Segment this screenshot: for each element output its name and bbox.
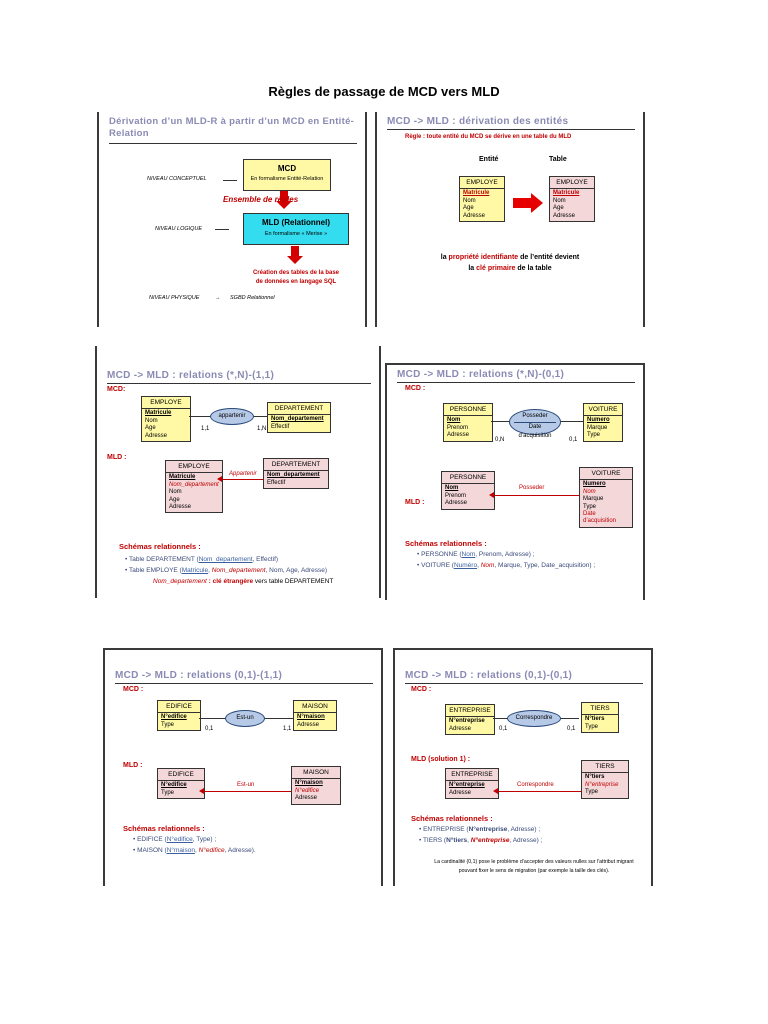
regle: Règle : toute entité du MCD se dérive en une table du MLD	[405, 134, 572, 140]
relation-correspondre: Correspondre	[507, 710, 561, 727]
slide-relations-01-01	[393, 648, 653, 886]
table-entreprise: ENTREPRISE N°entreprise Adresse	[445, 768, 499, 799]
schemas-list: • PERSONNE (Nom, Prenom, Adresse) ; • VOITURE (Numéro, Nom, Marque, Type, Date_acquisition) ;	[417, 551, 596, 569]
creation-tables: Création des tables de la base de données en langage SQL	[252, 270, 340, 285]
schemas-title: Schémas relationnels :	[405, 539, 487, 548]
down-arrow-icon-head	[287, 256, 303, 264]
slide-relations-n-11	[95, 346, 381, 598]
arrow-label: Est-un	[237, 782, 255, 788]
cardinality: 1,N	[257, 426, 267, 432]
right-arrow-icon	[513, 198, 531, 208]
relation-est-un: Est-un	[225, 710, 265, 727]
foreign-key-arrow	[203, 791, 291, 792]
arrow-label: Appartenir	[229, 471, 257, 477]
mld-box: MLD (Relationnel) En formalisme « Merise »	[243, 213, 349, 245]
entity-tiers: TIERS N°tiers Type	[581, 702, 619, 733]
entity-personne: PERSONNE Nom Prenom Adresse	[443, 403, 493, 442]
mcd-label: MCD:	[107, 386, 126, 393]
title-underline	[387, 129, 635, 130]
table-personne: PERSONNE Nom Prenom Adresse	[441, 471, 495, 510]
table-edifice: EDIFICE N°edifice Type	[157, 768, 205, 799]
mld-label: MLD :	[123, 762, 143, 769]
niveau-conceptuel: NIVEAU CONCEPTUEL	[147, 176, 207, 182]
foreign-key-arrow	[221, 479, 263, 480]
mcd-box: MCD En formalisme Entité-Relation	[243, 159, 331, 191]
cardinality: 0,1	[205, 726, 214, 732]
entity-voiture: VOITURE Numero Marque Type	[583, 403, 623, 442]
right-arrow-icon-head	[531, 193, 543, 213]
mld-label: MLD :	[107, 454, 127, 461]
slide-title: MCD -> MLD : dérivation des entités	[387, 116, 569, 127]
entity-employe: EMPLOYE Matricule Nom Age Adresse	[141, 396, 191, 442]
slide-derivation-entites	[375, 112, 645, 327]
schemas-title: Schémas relationnels :	[123, 824, 205, 833]
title-underline	[397, 382, 635, 383]
mld-label: MLD :	[405, 499, 425, 506]
note: La cardinalité (0,1) pose le problème d’accepter des valeurs nulles sur l’attribut migrant pouvant fixer le sens de migration (par exemple la taille des clés).	[434, 859, 634, 874]
entity-entreprise: ENTREPRISE N°entreprise Adresse	[445, 704, 495, 735]
cardinality: 0,1	[569, 437, 578, 443]
title-underline	[405, 683, 643, 684]
cardinality: 1,1	[201, 426, 210, 432]
entity-departement: DEPARTEMENT Nom_departement Effectif	[267, 402, 331, 433]
entity-edifice: EDIFICE N°edifice Type	[157, 700, 201, 731]
title-underline	[115, 683, 373, 684]
mcd-label: MCD :	[123, 686, 144, 693]
table-voiture: VOITURE Numero Nom Marque Type Date d’acquisition	[579, 467, 633, 528]
table-employe: EMPLOYE Matricule Nom Age Adresse	[549, 176, 595, 222]
schemas-title: Schémas relationnels :	[119, 542, 201, 551]
table-tiers: TIERS N°tiers N°entreprise Type	[581, 760, 629, 799]
arrow-label: Correspondre	[517, 782, 554, 788]
entity-maison: MAISON N°maison Adresse	[293, 700, 337, 731]
entity-employe: EMPLOYE Matricule Nom Age Adresse	[459, 176, 505, 222]
slide-title: MCD -> MLD : relations (*,N)-(0,1)	[397, 369, 565, 380]
table-departement: DEPARTEMENT Nom_departement Effectif	[263, 458, 329, 489]
cardinality: 0,1	[499, 726, 508, 732]
dash	[215, 229, 229, 230]
cardinality: 1,1	[283, 726, 292, 732]
slide-title: MCD -> MLD : relations (0,1)-(0,1)	[405, 670, 573, 681]
niveau-logique: NIVEAU LOGIQUE	[155, 226, 203, 232]
title-underline	[109, 143, 357, 144]
right-arrow-icon: →	[214, 295, 221, 301]
down-arrow-icon	[291, 246, 299, 256]
slide-title: MCD -> MLD : relations (0,1)-(1,1)	[115, 670, 283, 681]
foreign-key-arrow	[493, 495, 579, 496]
table-label: Table	[549, 156, 567, 163]
ensemble-regles: Ensemble de règles	[223, 195, 299, 204]
slide-title: MCD -> MLD : relations (*,N)-(1,1)	[107, 370, 275, 381]
schemas-list: • Table DEPARTEMENT (Nom_departement, Effectif) • Table EMPLOYE (Matricule, Nom_departement, Nom, Age, Adresse) Nom_departement : clé étrangère vers table DEPARTEMENT	[125, 556, 334, 585]
mld-label: MLD (solution 1) :	[411, 756, 471, 763]
arrow-label: Posseder	[519, 485, 545, 491]
table-employe: EMPLOYE Matricule Nom_departement Nom Age Adresse	[165, 460, 223, 513]
dash	[223, 180, 237, 181]
cardinality: 0,1	[567, 726, 576, 732]
cardinality: 0,N	[495, 437, 505, 443]
relation-appartenir: appartenir	[210, 408, 254, 425]
slide-title: Dérivation d’un MLD-R à partir d’un MCD en Entité- Relation	[109, 116, 355, 139]
slide-derivation-mld	[97, 112, 367, 327]
title-underline	[107, 383, 371, 384]
slide-relations-01-11	[103, 648, 383, 886]
entite-label: Entité	[479, 156, 499, 163]
rule-explanation: la propriété identifiante de l’entité devient la clé primaire de la table	[440, 254, 580, 272]
schemas-list: • EDIFICE (N°edifice, Type) ; • MAISON (N°maison, N°edifice, Adresse).	[133, 836, 256, 854]
slide-relations-n-01	[385, 363, 645, 600]
niveau-physique: NIVEAU PHYSIQUE → SGBD Relationnel	[149, 295, 275, 301]
mcd-label: MCD :	[411, 686, 432, 693]
relation-posseder: Posseder Date d’acquisition	[509, 409, 561, 435]
page-title: Règles de passage de MCD vers MLD	[268, 84, 500, 99]
mcd-label: MCD :	[405, 385, 426, 392]
schemas-title: Schémas relationnels :	[411, 814, 493, 823]
table-maison: MAISON N°maison N°edifice Adresse	[291, 766, 341, 805]
schemas-list: • ENTREPRISE (N°entreprise, Adresse) ; • TIERS (N°tiers, N°entreprise, Adresse) ;	[419, 826, 543, 844]
foreign-key-arrow	[497, 791, 581, 792]
